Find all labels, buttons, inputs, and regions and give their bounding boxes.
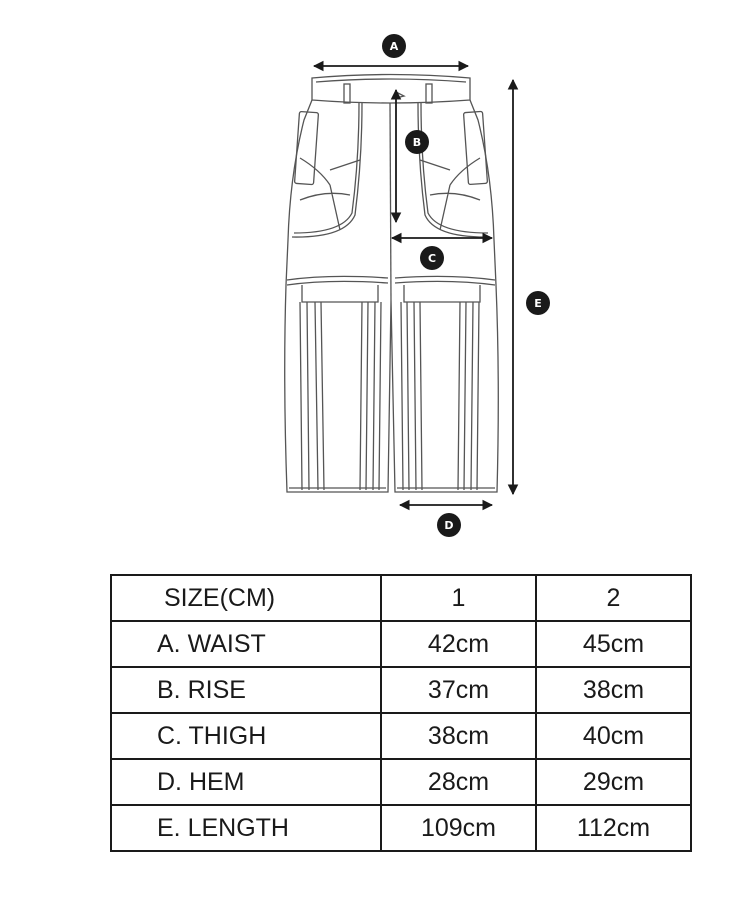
header-size-2: 2 (536, 575, 691, 621)
header-size: SIZE(CM) (111, 575, 381, 621)
table-row (111, 621, 691, 667)
table-row (111, 713, 691, 759)
row-value-size-2: 29cm (536, 759, 691, 805)
table-row (111, 667, 691, 713)
header-size-1: 1 (381, 575, 536, 621)
row-value-size-2: 40cm (536, 713, 691, 759)
row-label: E. LENGTH (111, 805, 381, 851)
row-value-size-1: 28cm (381, 759, 536, 805)
row-value-size-2: 112cm (536, 805, 691, 851)
row-value-size-2: 38cm (536, 667, 691, 713)
table-row (111, 759, 691, 805)
row-label: A. WAIST (111, 621, 381, 667)
table-row (111, 805, 691, 851)
svg-text:D: D (444, 519, 454, 532)
row-value-size-1: 42cm (381, 621, 536, 667)
svg-text:A: A (389, 40, 399, 53)
row-value-size-1: 38cm (381, 713, 536, 759)
row-value-size-2: 45cm (536, 621, 691, 667)
marker-d (437, 513, 461, 537)
row-value-size-1: 37cm (381, 667, 536, 713)
table-header-row (111, 575, 691, 621)
svg-text:E: E (534, 297, 542, 310)
marker-b (405, 130, 429, 154)
row-value-size-1: 109cm (381, 805, 536, 851)
marker-c (420, 246, 444, 270)
row-label: C. THIGH (111, 713, 381, 759)
pants-outline (285, 75, 499, 493)
row-label: D. HEM (111, 759, 381, 805)
svg-text:C: C (427, 252, 437, 265)
marker-a (382, 34, 406, 58)
marker-e (526, 291, 550, 315)
size-chart-table (110, 574, 692, 852)
row-label: B. RISE (111, 667, 381, 713)
svg-text:B: B (412, 136, 422, 149)
